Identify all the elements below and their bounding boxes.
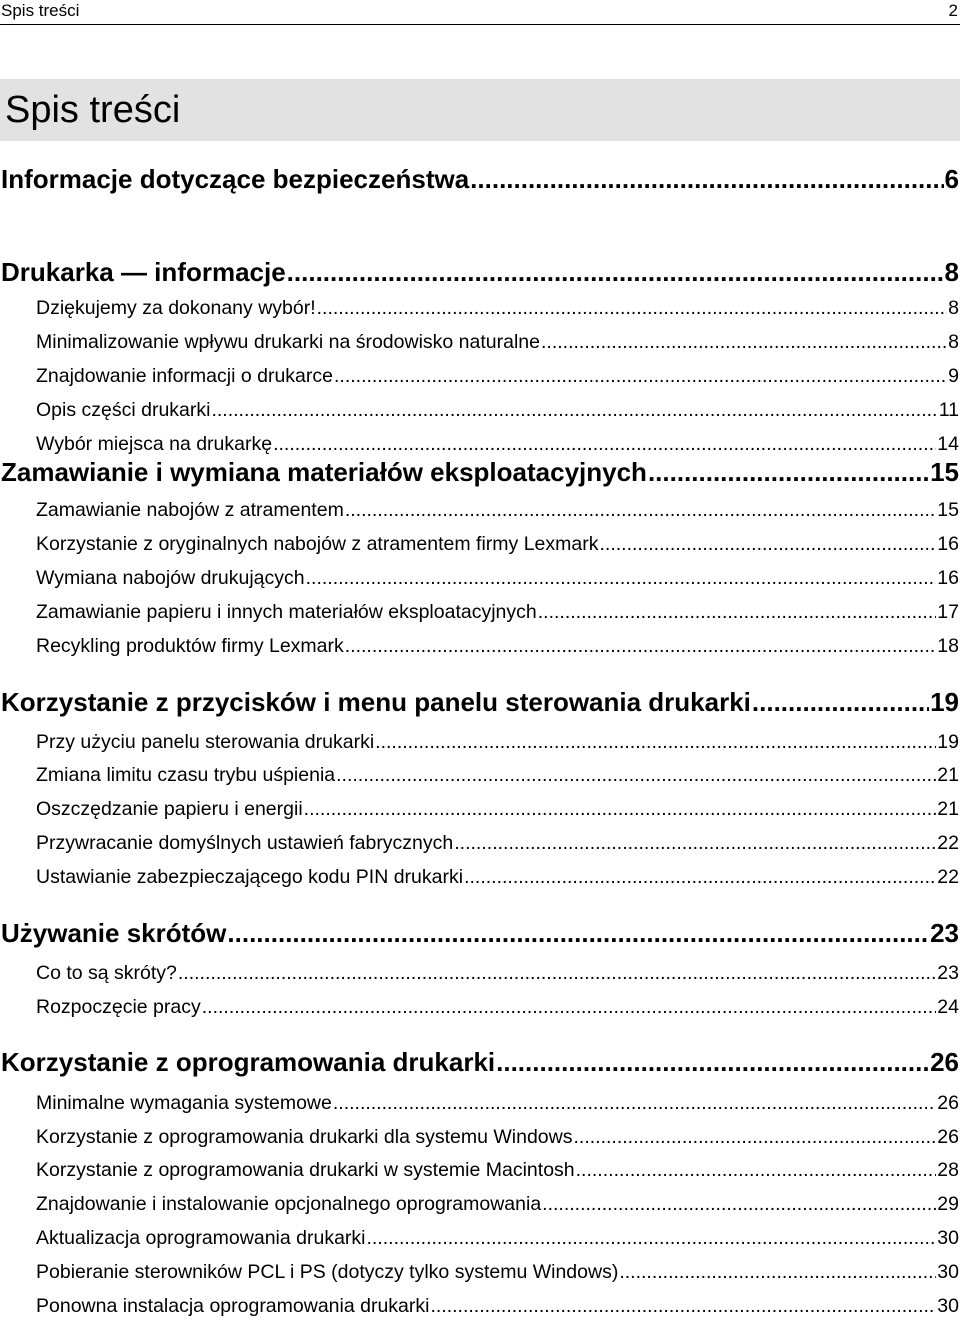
toc-section-entry[interactable] xyxy=(1,686,959,718)
toc-subsection-entry[interactable] xyxy=(36,431,959,457)
toc-subsection-entry[interactable] xyxy=(36,729,959,755)
toc-subsection-page: 30 xyxy=(937,1295,959,1317)
toc-subsection-entry[interactable] xyxy=(36,830,959,856)
toc-subsection-title: Zamawianie nabojów z atramentem xyxy=(36,499,344,521)
dot-leader xyxy=(306,565,937,591)
toc-section-title: Korzystanie z przycisków i menu panelu sterowania drukarki xyxy=(1,687,751,717)
toc-section-entry[interactable] xyxy=(1,917,959,949)
toc-subsection-page: 22 xyxy=(937,832,959,854)
toc-subsection-page: 17 xyxy=(937,601,959,623)
toc-subsection-title: Minimalizowanie wpływu drukarki na środowisko naturalne xyxy=(36,331,540,353)
toc-subsection-title: Ustawianie zabezpieczającego kodu PIN drukarki xyxy=(36,866,464,888)
toc-subsection-entry[interactable] xyxy=(36,599,959,625)
toc-subsection-title: Przy użyciu panelu sterowania drukarki xyxy=(36,731,375,753)
toc-subsection-title: Minimalne wymagania systemowe xyxy=(36,1092,332,1114)
dot-leader xyxy=(345,633,937,659)
dot-leader xyxy=(454,830,936,856)
toc-subsection-title: Dziękujemy za dokonany wybór! xyxy=(36,297,316,319)
toc-subsection-entry[interactable] xyxy=(36,1293,959,1319)
toc-section-entry[interactable] xyxy=(1,1046,959,1078)
toc-subsection-entry[interactable] xyxy=(36,565,959,591)
dot-leader xyxy=(227,917,929,949)
toc-subsection-title: Co to są skróty? xyxy=(36,962,177,984)
toc-subsection-page: 16 xyxy=(937,533,959,555)
toc-subsection-title: Opis części drukarki xyxy=(36,399,211,421)
toc-subsection-page: 23 xyxy=(937,962,959,984)
dot-leader xyxy=(599,531,936,557)
dot-leader xyxy=(573,1124,936,1150)
dot-leader xyxy=(375,729,936,755)
dot-leader xyxy=(542,1191,936,1217)
toc-subsection-entry[interactable] xyxy=(36,633,959,659)
toc-subsection-entry[interactable] xyxy=(36,864,959,890)
toc-subsection-title: Przywracanie domyślnych ustawień fabrycznych xyxy=(36,832,454,854)
dot-leader xyxy=(619,1259,936,1285)
toc-subsection-entry[interactable] xyxy=(36,762,959,788)
toc-section-entry[interactable] xyxy=(1,456,959,488)
toc-subsection-page: 14 xyxy=(937,433,959,455)
toc-subsection-title: Wymiana nabojów drukujących xyxy=(36,567,305,589)
toc-subsection-title: Zamawianie papieru i innych materiałów eksploatacyjnych xyxy=(36,601,537,623)
dot-leader xyxy=(334,363,947,389)
toc-subsection-entry[interactable] xyxy=(36,1191,959,1217)
toc-section-title: Korzystanie z oprogramowania drukarki xyxy=(1,1047,496,1077)
toc-section-page: 6 xyxy=(944,164,959,194)
dot-leader xyxy=(576,1157,937,1183)
toc-subsection-title: Korzystanie z oprogramowania drukarki dla systemu Windows xyxy=(36,1126,573,1148)
dot-leader xyxy=(336,762,936,788)
toc-section-page: 19 xyxy=(930,687,959,717)
dot-leader xyxy=(317,295,948,321)
toc-subsection-page: 8 xyxy=(948,331,959,353)
toc-subsection-page: 18 xyxy=(937,635,959,657)
toc-subsection-page: 30 xyxy=(937,1261,959,1283)
dot-leader xyxy=(648,456,929,488)
dot-leader xyxy=(333,1090,936,1116)
toc-subsection-title: Korzystanie z oryginalnych nabojów z atramentem firmy Lexmark xyxy=(36,533,599,555)
toc-subsection-entry[interactable] xyxy=(36,994,959,1020)
toc-subsection-entry[interactable] xyxy=(36,497,959,523)
toc-subsection-page: 11 xyxy=(938,399,959,421)
toc-subsection-page: 9 xyxy=(948,365,959,387)
toc-section-entry[interactable] xyxy=(1,256,959,288)
dot-leader xyxy=(287,256,944,288)
toc-subsection-page: 8 xyxy=(948,297,959,319)
toc-subsection-entry[interactable] xyxy=(36,1124,959,1150)
toc-subsection-title: Zmiana limitu czasu trybu uśpienia xyxy=(36,764,336,786)
toc-subsection-page: 29 xyxy=(937,1193,959,1215)
dot-leader xyxy=(752,686,929,718)
dot-leader xyxy=(538,599,937,625)
dot-leader xyxy=(202,994,937,1020)
toc-section-title: Zamawianie i wymiana materiałów eksploatacyjnych xyxy=(1,457,647,487)
toc-subsection-page: 28 xyxy=(937,1159,959,1181)
running-header-page-number: 2 xyxy=(948,1,958,20)
toc-subsection-title: Korzystanie z oprogramowania drukarki w systemie Macintosh xyxy=(36,1159,575,1181)
toc-section-page: 26 xyxy=(930,1047,959,1077)
dot-leader xyxy=(470,163,943,195)
toc-subsection-title: Recykling produktów firmy Lexmark xyxy=(36,635,344,657)
dot-leader xyxy=(211,397,937,423)
dot-leader xyxy=(367,1225,937,1251)
toc-subsection-entry[interactable] xyxy=(36,960,959,986)
toc-subsection-title: Wybór miejsca na drukarkę xyxy=(36,433,273,455)
dot-leader xyxy=(345,497,936,523)
toc-section-page: 15 xyxy=(930,457,959,487)
toc-subsection-title: Ponowna instalacja oprogramowania drukarki xyxy=(36,1295,430,1317)
toc-subsection-entry[interactable] xyxy=(36,397,959,423)
toc-subsection-entry[interactable] xyxy=(36,295,959,321)
toc-subsection-page: 22 xyxy=(937,866,959,888)
toc-subsection-page: 21 xyxy=(937,798,959,820)
toc-subsection-entry[interactable] xyxy=(36,363,959,389)
running-header-title: Spis treści xyxy=(1,1,80,20)
dot-leader xyxy=(178,960,936,986)
toc-subsection-page: 16 xyxy=(937,567,959,589)
toc-section-title: Informacje dotyczące bezpieczeństwa xyxy=(1,164,470,194)
toc-section-title: Używanie skrótów xyxy=(1,918,227,948)
dot-leader xyxy=(541,329,947,355)
toc-subsection-page: 26 xyxy=(937,1092,959,1114)
toc-subsection-page: 15 xyxy=(937,499,959,521)
toc-subsection-title: Pobieranie sterowników PCL i PS (dotyczy tylko systemu Windows) xyxy=(36,1261,619,1283)
toc-subsection-page: 26 xyxy=(937,1126,959,1148)
toc-subsection-entry[interactable] xyxy=(36,1157,959,1183)
toc-subsection-page: 19 xyxy=(937,731,959,753)
toc-subsection-title: Oszczędzanie papieru i energii xyxy=(36,798,303,820)
toc-subsection-page: 24 xyxy=(937,996,959,1018)
toc-subsection-entry[interactable] xyxy=(36,1090,959,1116)
toc-subsection-title: Rozpoczęcie pracy xyxy=(36,996,201,1018)
toc-subsection-entry[interactable] xyxy=(36,796,959,822)
toc-subsection-title: Aktualizacja oprogramowania drukarki xyxy=(36,1227,366,1249)
dot-leader xyxy=(496,1046,929,1078)
dot-leader xyxy=(304,796,937,822)
toc-subsection-entry[interactable] xyxy=(36,1225,959,1251)
toc-subsection-page: 21 xyxy=(937,764,959,786)
page-title: Spis treści xyxy=(5,89,181,131)
dot-leader xyxy=(430,1293,936,1319)
toc-section-entry[interactable] xyxy=(1,163,959,195)
dot-leader xyxy=(273,431,936,457)
toc-subsection-entry[interactable] xyxy=(36,531,959,557)
toc-subsection-entry[interactable] xyxy=(36,329,959,355)
toc-subsection-page: 30 xyxy=(937,1227,959,1249)
toc-subsection-title: Znajdowanie informacji o drukarce xyxy=(36,365,333,387)
toc-subsection-title: Znajdowanie i instalowanie opcjonalnego oprogramowania xyxy=(36,1193,542,1215)
toc-section-page: 8 xyxy=(944,257,959,287)
toc-subsection-entry[interactable] xyxy=(36,1259,959,1285)
dot-leader xyxy=(464,864,936,890)
toc-section-page: 23 xyxy=(930,918,959,948)
toc-section-title: Drukarka — informacje xyxy=(1,257,286,287)
